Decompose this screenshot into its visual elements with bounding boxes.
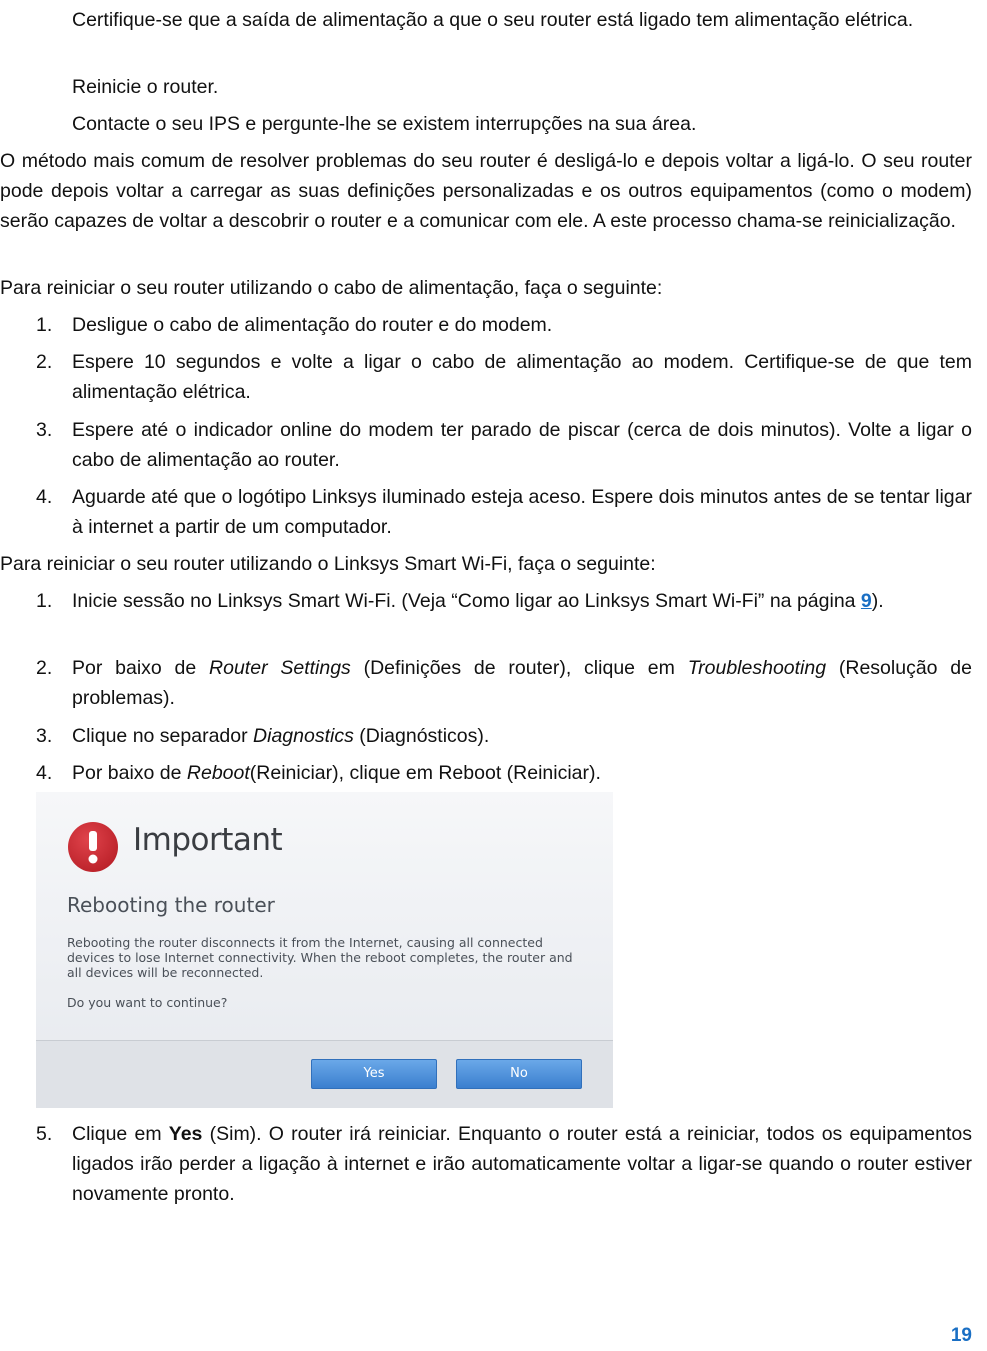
list-text: Aguarde até que o logótipo Linksys iluminado esteja aceso. Espere dois minutos antes de se tentar ligar à internet a partir de um computador.	[72, 486, 972, 538]
step-text-part: Clique em	[72, 1123, 169, 1145]
ui-term: Yes	[168, 1123, 203, 1145]
list-number: 4.	[36, 486, 53, 508]
list-number: 2.	[36, 351, 53, 373]
list-number: 4.	[36, 762, 53, 784]
step-text-part: ).	[871, 590, 884, 612]
list-number: 1.	[36, 590, 53, 612]
step-text-part: (Reiniciar), clique em Reboot (Reiniciar).	[249, 762, 601, 784]
list-number: 3.	[36, 725, 53, 747]
step-text-part: Por baixo de	[72, 762, 187, 784]
list-text	[72, 758, 972, 788]
list-text: Desligue o cabo de alimentação do router e do modem.	[72, 314, 553, 336]
step-text-part: (Definições de router), clique em	[350, 657, 688, 679]
list-text	[72, 1119, 972, 1209]
list-number: 2.	[36, 657, 53, 679]
step-text-part: Clique no separador	[72, 725, 254, 747]
power-intro: Para reiniciar o seu router utilizando o cabo de alimentação, faça o seguinte:	[0, 277, 663, 299]
step-text-part: Inicie sessão no Linksys Smart Wi-Fi. (Veja “Como ligar ao Linksys Smart Wi-Fi” na página	[72, 590, 861, 612]
no-button[interactable]: No	[456, 1059, 582, 1089]
reboot-dialog-screenshot	[36, 792, 613, 1108]
intro-check-power: Certifique-se que a saída de alimentação a que o seu router está ligado tem alimentação elétrica.	[72, 9, 914, 31]
list-number: 5.	[36, 1123, 53, 1145]
list-text: Espere 10 segundos e volte a ligar o cabo de alimentação ao modem. Certifique-se de que tem alimentação elétrica.	[72, 351, 972, 403]
intro-check-isp: Contacte o seu IPS e pergunte-lhe se existem interrupções na sua área.	[72, 113, 697, 135]
step-text-part: (Diagnósticos).	[353, 725, 490, 747]
step-text-part: (Resolução de problemas).	[72, 657, 972, 709]
step-text-part: Por baixo de	[72, 657, 210, 679]
ui-term: Router Settings	[209, 657, 351, 679]
page-link[interactable]: 9	[860, 590, 872, 612]
list-text	[72, 721, 972, 751]
intro-check-restart: Reinicie o router.	[72, 76, 219, 98]
dialog-message: Rebooting the router disconnects it from the Internet, causing all connected devices to lose Internet connectivity. When the reboot completes, the router and all devices will be reconnected.	[67, 935, 573, 980]
list-number: 3.	[36, 419, 53, 441]
dialog-title: Important	[133, 822, 283, 858]
page-number: 19	[950, 1325, 972, 1346]
ui-term: Reboot	[186, 762, 250, 784]
exclamation-icon	[68, 822, 118, 872]
ui-term: Troubleshooting	[687, 657, 827, 679]
ui-term: Diagnostics	[253, 725, 354, 747]
method-paragraph: O método mais comum de resolver problemas do seu router é desligá-lo e depois voltar a ligá-lo. O seu router pode depois voltar a carregar as suas definições personalizadas e os outros equipamentos (como o modem) serão capazes de voltar a descobrir o router e a comunicar com ele. A este processo chama-se reinicialização.	[0, 150, 972, 232]
list-text	[72, 653, 972, 713]
yes-button[interactable]: Yes	[311, 1059, 437, 1089]
list-text	[72, 586, 972, 616]
list-text: Espere até o indicador online do modem ter parado de piscar (cerca de dois minutos). Volte a ligar o cabo de alimentação ao router.	[72, 419, 972, 471]
dialog-subtitle: Rebooting the router	[67, 893, 275, 917]
dialog-question: Do you want to continue?	[67, 995, 228, 1010]
list-number: 1.	[36, 314, 53, 336]
smart-intro: Para reiniciar o seu router utilizando o Linksys Smart Wi-Fi, faça o seguinte:	[0, 553, 656, 575]
step-text-part: (Sim). O router irá reiniciar. Enquanto o router está a reiniciar, todos os equipamentos ligados irão perder a ligação à internet e irão automaticamente voltar a ligar-se quando o router estiver novamente pronto.	[72, 1123, 972, 1205]
